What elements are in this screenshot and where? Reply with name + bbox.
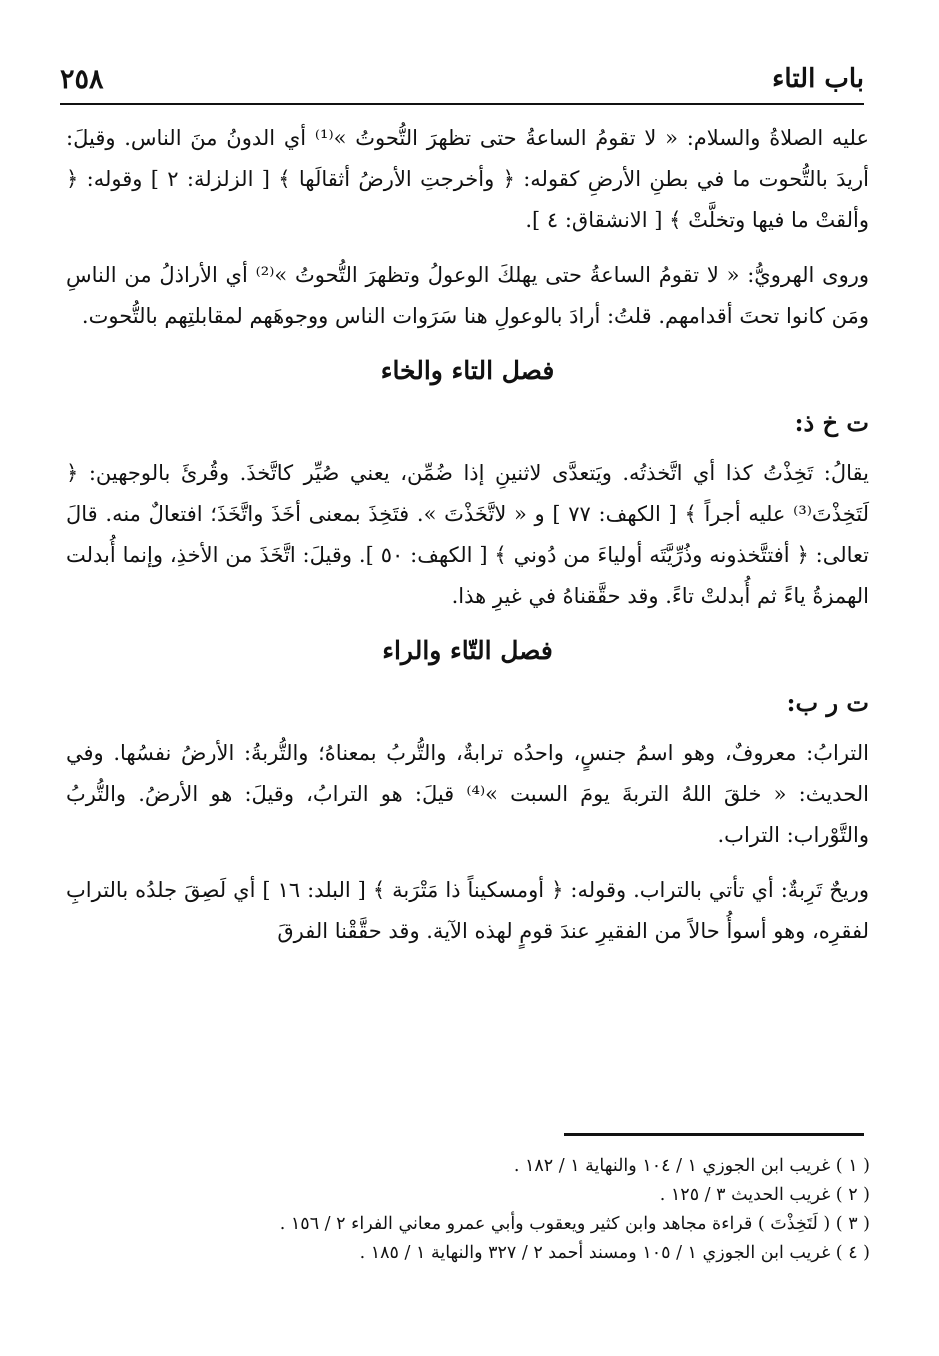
paragraph: يقالُ: تَخِذْتُ كذا أي اتَّخذتُه. ويَتعدَّى لاثنينِ إذا ضُمِّن، يعني صُيِّر كاتَّخذَ. وقُرئَ بالوجهين: ﴿ لَتَخِذْتَ⁽³⁾ عليه أجراً ﴾ [ الكهف: ٧٧ ] و « لاتَّخَذْتَ ». فتَخِذَ بمعنى أخَذَ واتَّخَذَ؛ افتعالٌ منه. قالَ تعالى: ﴿ أفتتَّخذونه وذُرِّيَّتَه أولياءَ من دُوني ﴾ [ الكهف: ٥٠ ]. وقيلَ: اتَّخَذَ من الأخذِ، وإنما أُبدلت الهمزةُ ياءً ثم أُبدلتْ تاءً. وقد حقَّقناهُ في غيرِ هذا.: [66, 461, 870, 608]
footnote: ( ٢ ) غريب الحديث ٣ / ١٢٥ .: [659, 1185, 870, 1205]
section-heading: فصل التاء والخاء: [380, 356, 555, 385]
main-text: [66, 118, 869, 966]
paragraph: عليه الصلاةُ والسلام: « لا تقومُ الساعةُ حتى تظهرَ التُّحوتُ »⁽¹⁾ أي الدونُ منَ الناس. وقيلَ: أريدَ بالتُّحوت ما في بطنِ الأرضِ كقوله: ﴿ وأخرجتِ الأرضُ أثقالَها ﴾ [ الزلزلة: ٢ ] وقوله: ﴿ وألقتْ ما فيها وتخلَّتْ ﴾ [ الانشقاق: ٤ ].: [66, 126, 870, 232]
footnote: ( ٣ ) ( لَتَخِذْتَ ) قراءة مجاهد وابن كثير ويعقوب وأبي عمرو معاني الفراء ٢ / ١٥٦ .: [279, 1214, 870, 1234]
entry-heading: ت خ ذ:: [794, 408, 869, 437]
page-number: ٢٥٨: [60, 63, 104, 95]
entry-heading: ت ر ب:: [786, 688, 869, 717]
footnotes: [80, 1152, 870, 1268]
paragraph: الترابُ: معروفٌ، وهو اسمُ جنسٍ، واحدُه ترابةٌ، والتُّربُ بمعناهُ؛ والتُّربةُ: الأرضُ نفسُها. وفي الحديث: « خلقَ اللهُ التربةَ يومَ السبت »⁽⁴⁾ قيلَ: هو الترابُ، وقيلَ: هو الأرضُ. والتُّربُ والتَّوْراب: التراب.: [66, 741, 869, 847]
footnote: ( ١ ) غريب ابن الجوزي ١ / ١٠٤ والنهاية ١ / ١٨٢ .: [513, 1156, 870, 1176]
footnote-divider: [564, 1133, 864, 1136]
section-heading: فصل التّاء والراء: [382, 636, 553, 665]
paragraph: وروى الهرويُّ: « لا تقومُ الساعةُ حتى يهلكَ الوعولُ وتظهرَ التُّحوتُ »⁽²⁾ أي الأراذلُ من الناسِ ومَن كانوا تحتَ أقدامهم. قلتُ: أرادَ بالوعولِ هنا سَرَوات الناس ووجوهَهم لمقابلتِهم بالتُّحوت.: [66, 263, 869, 328]
paragraph: وريحٌ تَرِبةٌ: أي تأتي بالتراب. وقوله: ﴿ أومسكيناً ذا مَتْرَبة ﴾ [ البلد: ١٦ ] أي لَصِقَ جلدُه بالترابِ لفقرِه، وهو أسوأُ حالاً من الفقيرِ عندَ قومٍ لهذه الآية. وقد حقَّقْنا الفرقَ: [66, 878, 869, 943]
running-header: [60, 55, 864, 105]
chapter-title: باب التاء: [772, 64, 864, 94]
footnote: ( ٤ ) غريب ابن الجوزي ١ / ١٠٥ ومسند أحمد ٢ / ٣٢٧ والنهاية ١ / ١٨٥ .: [359, 1243, 870, 1263]
